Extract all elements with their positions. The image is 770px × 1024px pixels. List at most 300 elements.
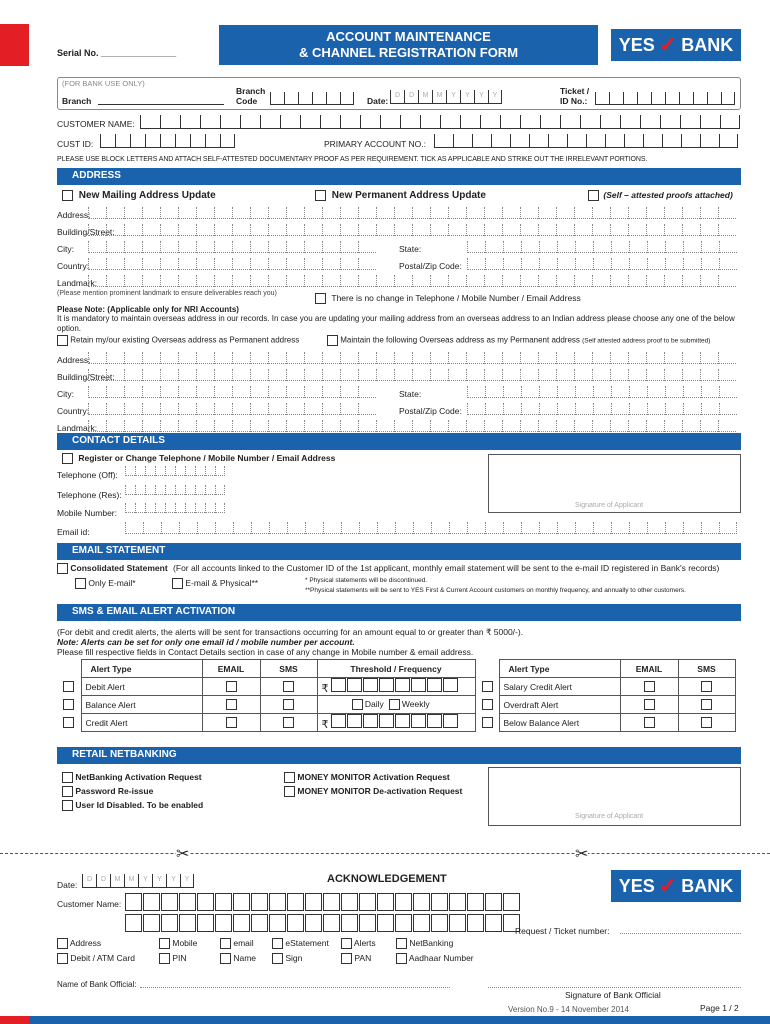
input-box[interactable] [200, 115, 220, 129]
input-box[interactable] [197, 914, 214, 932]
input-box[interactable] [359, 893, 376, 911]
input-box[interactable] [115, 134, 130, 148]
input-box[interactable] [322, 241, 340, 253]
input-box[interactable] [683, 522, 701, 534]
input-box[interactable] [448, 369, 466, 381]
address-field-boxes[interactable] [467, 386, 737, 398]
input-box[interactable] [643, 134, 662, 148]
input-box[interactable] [287, 893, 304, 911]
input-box[interactable] [287, 914, 304, 932]
input-box[interactable] [610, 369, 628, 381]
ack-item[interactable] [220, 953, 256, 964]
weekly-checkbox[interactable] [389, 699, 400, 710]
input-box[interactable] [629, 241, 647, 253]
mobile-boxes[interactable] [125, 503, 225, 513]
input-box[interactable] [340, 241, 358, 253]
input-box[interactable] [443, 714, 458, 728]
date-box[interactable]: M [124, 874, 138, 888]
address-field-boxes[interactable] [88, 224, 736, 236]
input-box[interactable] [106, 258, 124, 270]
debit-email-checkbox[interactable] [226, 681, 237, 692]
input-box[interactable] [250, 241, 268, 253]
input-box[interactable] [304, 352, 322, 364]
input-box[interactable] [178, 420, 196, 432]
input-box[interactable] [503, 258, 521, 270]
input-box[interactable] [520, 352, 538, 364]
input-box[interactable] [413, 893, 430, 911]
input-box[interactable] [430, 275, 448, 287]
input-box[interactable] [214, 224, 232, 236]
input-box[interactable] [467, 403, 485, 415]
input-box[interactable] [322, 207, 340, 219]
input-box[interactable] [700, 420, 718, 432]
input-box[interactable] [179, 914, 196, 932]
consolidated-option[interactable]: Consolidated Statement (For all accounts linked to the Customer ID of the 1st applicant, monthly email statement will be sent to the e-mail ID registered in Bank's records) [57, 563, 719, 574]
input-box[interactable] [196, 258, 214, 270]
input-box[interactable] [567, 134, 586, 148]
input-box[interactable] [557, 403, 575, 415]
ack-date-boxes[interactable] [82, 874, 194, 888]
input-box[interactable] [124, 403, 142, 415]
retain-option[interactable]: Retain my/our existing Overseas address as Permanent address [57, 335, 299, 346]
input-box[interactable] [719, 241, 737, 253]
input-box[interactable] [665, 258, 683, 270]
input-box[interactable] [340, 207, 358, 219]
input-box[interactable] [125, 503, 135, 513]
date-box[interactable]: D [404, 90, 418, 104]
input-box[interactable] [175, 466, 185, 476]
branch-line[interactable] [98, 104, 224, 105]
input-box[interactable] [358, 275, 376, 287]
input-box[interactable] [448, 352, 466, 364]
input-box[interactable] [680, 115, 700, 129]
input-box[interactable] [413, 522, 431, 534]
address-field-boxes[interactable] [88, 207, 736, 219]
input-box[interactable] [574, 275, 592, 287]
input-box[interactable] [485, 893, 502, 911]
ack-item[interactable] [159, 938, 197, 949]
input-box[interactable] [304, 386, 322, 398]
input-box[interactable] [539, 403, 557, 415]
input-box[interactable] [529, 134, 548, 148]
input-box[interactable] [175, 134, 190, 148]
input-box[interactable] [448, 420, 466, 432]
input-box[interactable] [485, 403, 503, 415]
input-box[interactable] [155, 466, 165, 476]
input-box[interactable] [412, 369, 430, 381]
input-box[interactable] [88, 224, 106, 236]
register-checkbox[interactable] [62, 453, 73, 464]
input-box[interactable] [485, 258, 503, 270]
input-box[interactable] [605, 134, 624, 148]
input-box[interactable] [394, 207, 412, 219]
input-box[interactable] [160, 241, 178, 253]
input-box[interactable] [160, 258, 178, 270]
input-box[interactable] [574, 224, 592, 236]
input-box[interactable] [322, 352, 340, 364]
input-box[interactable] [160, 115, 180, 129]
input-box[interactable] [700, 134, 719, 148]
input-box[interactable] [232, 275, 250, 287]
input-box[interactable] [467, 914, 484, 932]
input-box[interactable] [268, 224, 286, 236]
tel-res-boxes[interactable] [125, 485, 225, 495]
input-box[interactable] [363, 678, 378, 692]
input-box[interactable] [178, 241, 196, 253]
date-boxes[interactable] [390, 90, 502, 104]
input-box[interactable] [646, 207, 664, 219]
input-box[interactable] [178, 352, 196, 364]
input-box[interactable] [448, 207, 466, 219]
input-box[interactable] [701, 258, 719, 270]
input-box[interactable] [220, 134, 235, 148]
ack-item-checkbox[interactable] [341, 953, 352, 964]
input-box[interactable] [185, 485, 195, 495]
input-box[interactable] [665, 403, 683, 415]
input-box[interactable] [647, 522, 665, 534]
input-box[interactable] [467, 893, 484, 911]
input-box[interactable] [286, 420, 304, 432]
input-box[interactable] [143, 914, 160, 932]
new-permanent-checkbox[interactable] [315, 190, 326, 201]
input-box[interactable] [647, 386, 665, 398]
input-box[interactable] [628, 207, 646, 219]
customer-name-boxes[interactable] [140, 115, 740, 129]
input-box[interactable] [376, 352, 394, 364]
nb-activation-checkbox[interactable] [62, 772, 73, 783]
input-box[interactable] [700, 207, 718, 219]
input-box[interactable] [88, 420, 106, 432]
input-box[interactable] [681, 134, 700, 148]
overdraft-alert-checkbox[interactable] [482, 699, 493, 710]
input-box[interactable] [340, 115, 360, 129]
input-box[interactable] [665, 241, 683, 253]
input-box[interactable] [232, 420, 250, 432]
ack-name-boxes-row2[interactable] [125, 914, 521, 934]
input-box[interactable] [145, 134, 160, 148]
input-box[interactable] [215, 914, 232, 932]
ack-item-checkbox[interactable] [159, 938, 170, 949]
input-box[interactable] [647, 258, 665, 270]
cust-id-boxes[interactable] [100, 134, 235, 148]
input-box[interactable] [304, 258, 322, 270]
input-box[interactable] [629, 386, 647, 398]
input-box[interactable] [286, 275, 304, 287]
input-box[interactable] [214, 207, 232, 219]
input-box[interactable] [286, 241, 304, 253]
input-box[interactable] [304, 241, 322, 253]
input-box[interactable] [485, 914, 502, 932]
input-box[interactable] [340, 403, 358, 415]
input-box[interactable] [143, 522, 161, 534]
input-box[interactable] [719, 134, 738, 148]
debit-threshold[interactable]: ₹ [317, 678, 475, 696]
date-box[interactable]: D [390, 90, 404, 104]
salary-sms-checkbox[interactable] [701, 681, 712, 692]
input-box[interactable] [268, 369, 286, 381]
input-box[interactable] [683, 258, 701, 270]
new-mailing-option[interactable]: New Mailing Address Update [62, 190, 216, 201]
ack-item-checkbox[interactable] [220, 953, 231, 964]
input-box[interactable] [521, 522, 539, 534]
input-box[interactable] [646, 420, 664, 432]
input-box[interactable] [142, 241, 160, 253]
input-box[interactable] [376, 224, 394, 236]
input-box[interactable] [557, 522, 575, 534]
input-box[interactable] [142, 275, 160, 287]
input-box[interactable] [232, 207, 250, 219]
email-boxes[interactable] [125, 522, 737, 534]
input-box[interactable] [220, 115, 240, 129]
date-box[interactable]: Y [488, 90, 502, 104]
ack-item[interactable] [272, 938, 329, 949]
input-box[interactable] [467, 522, 485, 534]
input-box[interactable] [503, 386, 521, 398]
input-box[interactable] [449, 914, 466, 932]
input-box[interactable] [682, 275, 700, 287]
input-box[interactable] [160, 352, 178, 364]
input-box[interactable] [411, 678, 426, 692]
input-box[interactable] [629, 522, 647, 534]
input-box[interactable] [467, 386, 485, 398]
input-box[interactable] [539, 241, 557, 253]
date-box[interactable]: Y [460, 90, 474, 104]
below-balance-alert-checkbox[interactable] [482, 717, 493, 728]
input-box[interactable] [322, 258, 340, 270]
balance-sms-checkbox[interactable] [283, 699, 294, 710]
input-box[interactable] [620, 115, 640, 129]
date-box[interactable]: M [418, 90, 432, 104]
input-box[interactable] [502, 207, 520, 219]
input-box[interactable] [491, 134, 510, 148]
input-box[interactable] [640, 115, 660, 129]
input-box[interactable] [611, 522, 629, 534]
input-box[interactable] [467, 241, 485, 253]
input-box[interactable] [358, 386, 376, 398]
input-box[interactable] [88, 258, 106, 270]
input-box[interactable] [718, 275, 736, 287]
input-box[interactable] [196, 420, 214, 432]
input-box[interactable] [142, 403, 160, 415]
input-box[interactable] [358, 207, 376, 219]
input-box[interactable] [718, 224, 736, 236]
input-box[interactable] [286, 369, 304, 381]
input-box[interactable] [520, 420, 538, 432]
input-box[interactable] [538, 224, 556, 236]
input-box[interactable] [395, 678, 410, 692]
input-box[interactable] [323, 893, 340, 911]
input-box[interactable] [124, 241, 142, 253]
input-box[interactable] [185, 466, 195, 476]
input-box[interactable] [412, 207, 430, 219]
input-box[interactable] [701, 522, 719, 534]
input-box[interactable] [592, 420, 610, 432]
list-item[interactable]: User Id Disabled. To be enabled [62, 798, 203, 812]
input-box[interactable] [412, 224, 430, 236]
ack-item-checkbox[interactable] [396, 938, 407, 949]
input-box[interactable] [556, 224, 574, 236]
input-box[interactable] [160, 386, 178, 398]
input-box[interactable] [125, 914, 142, 932]
address-field-boxes[interactable] [88, 241, 376, 253]
input-box[interactable] [250, 403, 268, 415]
input-box[interactable] [286, 207, 304, 219]
input-box[interactable] [178, 224, 196, 236]
input-box[interactable] [664, 224, 682, 236]
input-box[interactable] [575, 258, 593, 270]
address-field-boxes[interactable] [467, 258, 737, 270]
salary-email-checkbox[interactable] [644, 681, 655, 692]
input-box[interactable] [135, 466, 145, 476]
input-box[interactable] [574, 420, 592, 432]
input-box[interactable] [628, 420, 646, 432]
input-box[interactable] [719, 522, 737, 534]
input-box[interactable] [268, 258, 286, 270]
input-box[interactable] [214, 258, 232, 270]
input-box[interactable] [142, 420, 160, 432]
input-box[interactable] [322, 224, 340, 236]
input-box[interactable] [394, 369, 412, 381]
input-box[interactable] [420, 115, 440, 129]
balance-email-checkbox[interactable] [226, 699, 237, 710]
input-box[interactable] [340, 420, 358, 432]
input-box[interactable] [88, 352, 106, 364]
input-box[interactable] [580, 115, 600, 129]
input-box[interactable] [683, 403, 701, 415]
input-box[interactable] [124, 369, 142, 381]
date-box[interactable]: Y [180, 874, 194, 888]
input-box[interactable] [430, 420, 448, 432]
input-box[interactable] [700, 224, 718, 236]
ack-item[interactable] [396, 938, 453, 949]
input-box[interactable] [647, 403, 665, 415]
input-box[interactable] [135, 485, 145, 495]
date-box[interactable]: Y [152, 874, 166, 888]
overdraft-email-checkbox[interactable] [644, 699, 655, 710]
input-box[interactable] [322, 403, 340, 415]
input-box[interactable] [718, 207, 736, 219]
input-box[interactable] [323, 914, 340, 932]
input-box[interactable] [484, 275, 502, 287]
input-box[interactable] [88, 241, 106, 253]
input-box[interactable] [548, 134, 567, 148]
input-box[interactable] [268, 275, 286, 287]
input-box[interactable] [88, 275, 106, 287]
input-box[interactable] [484, 369, 502, 381]
ack-item-checkbox[interactable] [396, 953, 407, 964]
input-box[interactable] [268, 420, 286, 432]
input-box[interactable] [358, 352, 376, 364]
input-box[interactable] [135, 503, 145, 513]
input-box[interactable] [449, 522, 467, 534]
input-box[interactable] [664, 207, 682, 219]
input-box[interactable] [700, 275, 718, 287]
input-box[interactable] [197, 893, 214, 911]
input-box[interactable] [377, 893, 394, 911]
input-box[interactable] [611, 241, 629, 253]
input-box[interactable] [88, 207, 106, 219]
input-box[interactable] [520, 115, 540, 129]
list-item[interactable]: MONEY MONITOR Activation Request [284, 770, 462, 784]
input-box[interactable] [142, 207, 160, 219]
input-box[interactable] [467, 258, 485, 270]
input-box[interactable] [556, 275, 574, 287]
input-box[interactable] [340, 386, 358, 398]
input-box[interactable] [143, 893, 160, 911]
input-box[interactable] [664, 275, 682, 287]
input-box[interactable] [140, 115, 160, 129]
input-box[interactable] [521, 258, 539, 270]
ack-item[interactable] [57, 953, 135, 964]
date-box[interactable]: Y [446, 90, 460, 104]
ack-item[interactable] [159, 953, 187, 964]
password-reissue-checkbox[interactable] [62, 786, 73, 797]
input-box[interactable] [178, 369, 196, 381]
retain-checkbox[interactable] [57, 335, 68, 346]
input-box[interactable] [251, 893, 268, 911]
input-box[interactable] [358, 224, 376, 236]
input-box[interactable] [320, 115, 340, 129]
input-box[interactable] [682, 207, 700, 219]
input-box[interactable] [347, 714, 362, 728]
input-box[interactable] [574, 207, 592, 219]
input-box[interactable] [340, 224, 358, 236]
input-box[interactable] [250, 352, 268, 364]
maintain-option[interactable]: Maintain the following Overseas address as my Permanent address (Self attested address proof to be submitted) [327, 335, 710, 346]
input-box[interactable] [662, 134, 681, 148]
input-box[interactable] [196, 241, 214, 253]
input-box[interactable] [448, 224, 466, 236]
ack-name-boxes-row1[interactable] [125, 893, 521, 913]
input-box[interactable] [305, 893, 322, 911]
date-box[interactable]: D [82, 874, 96, 888]
input-box[interactable] [322, 420, 340, 432]
input-box[interactable] [180, 115, 200, 129]
input-box[interactable] [305, 522, 323, 534]
input-box[interactable] [480, 115, 500, 129]
input-box[interactable] [214, 352, 232, 364]
list-item[interactable]: Password Re-issue [62, 784, 203, 798]
input-box[interactable] [466, 420, 484, 432]
self-attested-checkbox[interactable] [588, 190, 599, 201]
input-box[interactable] [502, 352, 520, 364]
input-box[interactable] [540, 115, 560, 129]
address-field-boxes[interactable] [88, 275, 736, 287]
input-box[interactable] [700, 369, 718, 381]
input-box[interactable] [376, 369, 394, 381]
input-box[interactable] [701, 241, 719, 253]
input-box[interactable] [286, 224, 304, 236]
input-box[interactable] [466, 275, 484, 287]
user-id-enable-checkbox[interactable] [62, 800, 73, 811]
input-box[interactable] [718, 420, 736, 432]
bank-official-sig-line[interactable] [488, 987, 741, 988]
input-box[interactable] [411, 714, 426, 728]
email-physical-checkbox[interactable] [172, 578, 183, 589]
input-box[interactable] [251, 914, 268, 932]
input-box[interactable] [214, 386, 232, 398]
input-box[interactable] [611, 403, 629, 415]
email-physical-option[interactable]: E-mail & Physical** [172, 578, 258, 589]
credit-alert-checkbox[interactable] [63, 717, 74, 728]
input-box[interactable] [196, 275, 214, 287]
credit-sms-checkbox[interactable] [283, 717, 294, 728]
input-box[interactable] [624, 134, 643, 148]
input-box[interactable] [214, 369, 232, 381]
self-attested-option[interactable]: (Self – attested proofs attached) [588, 190, 733, 201]
input-box[interactable] [145, 503, 155, 513]
input-box[interactable] [250, 207, 268, 219]
